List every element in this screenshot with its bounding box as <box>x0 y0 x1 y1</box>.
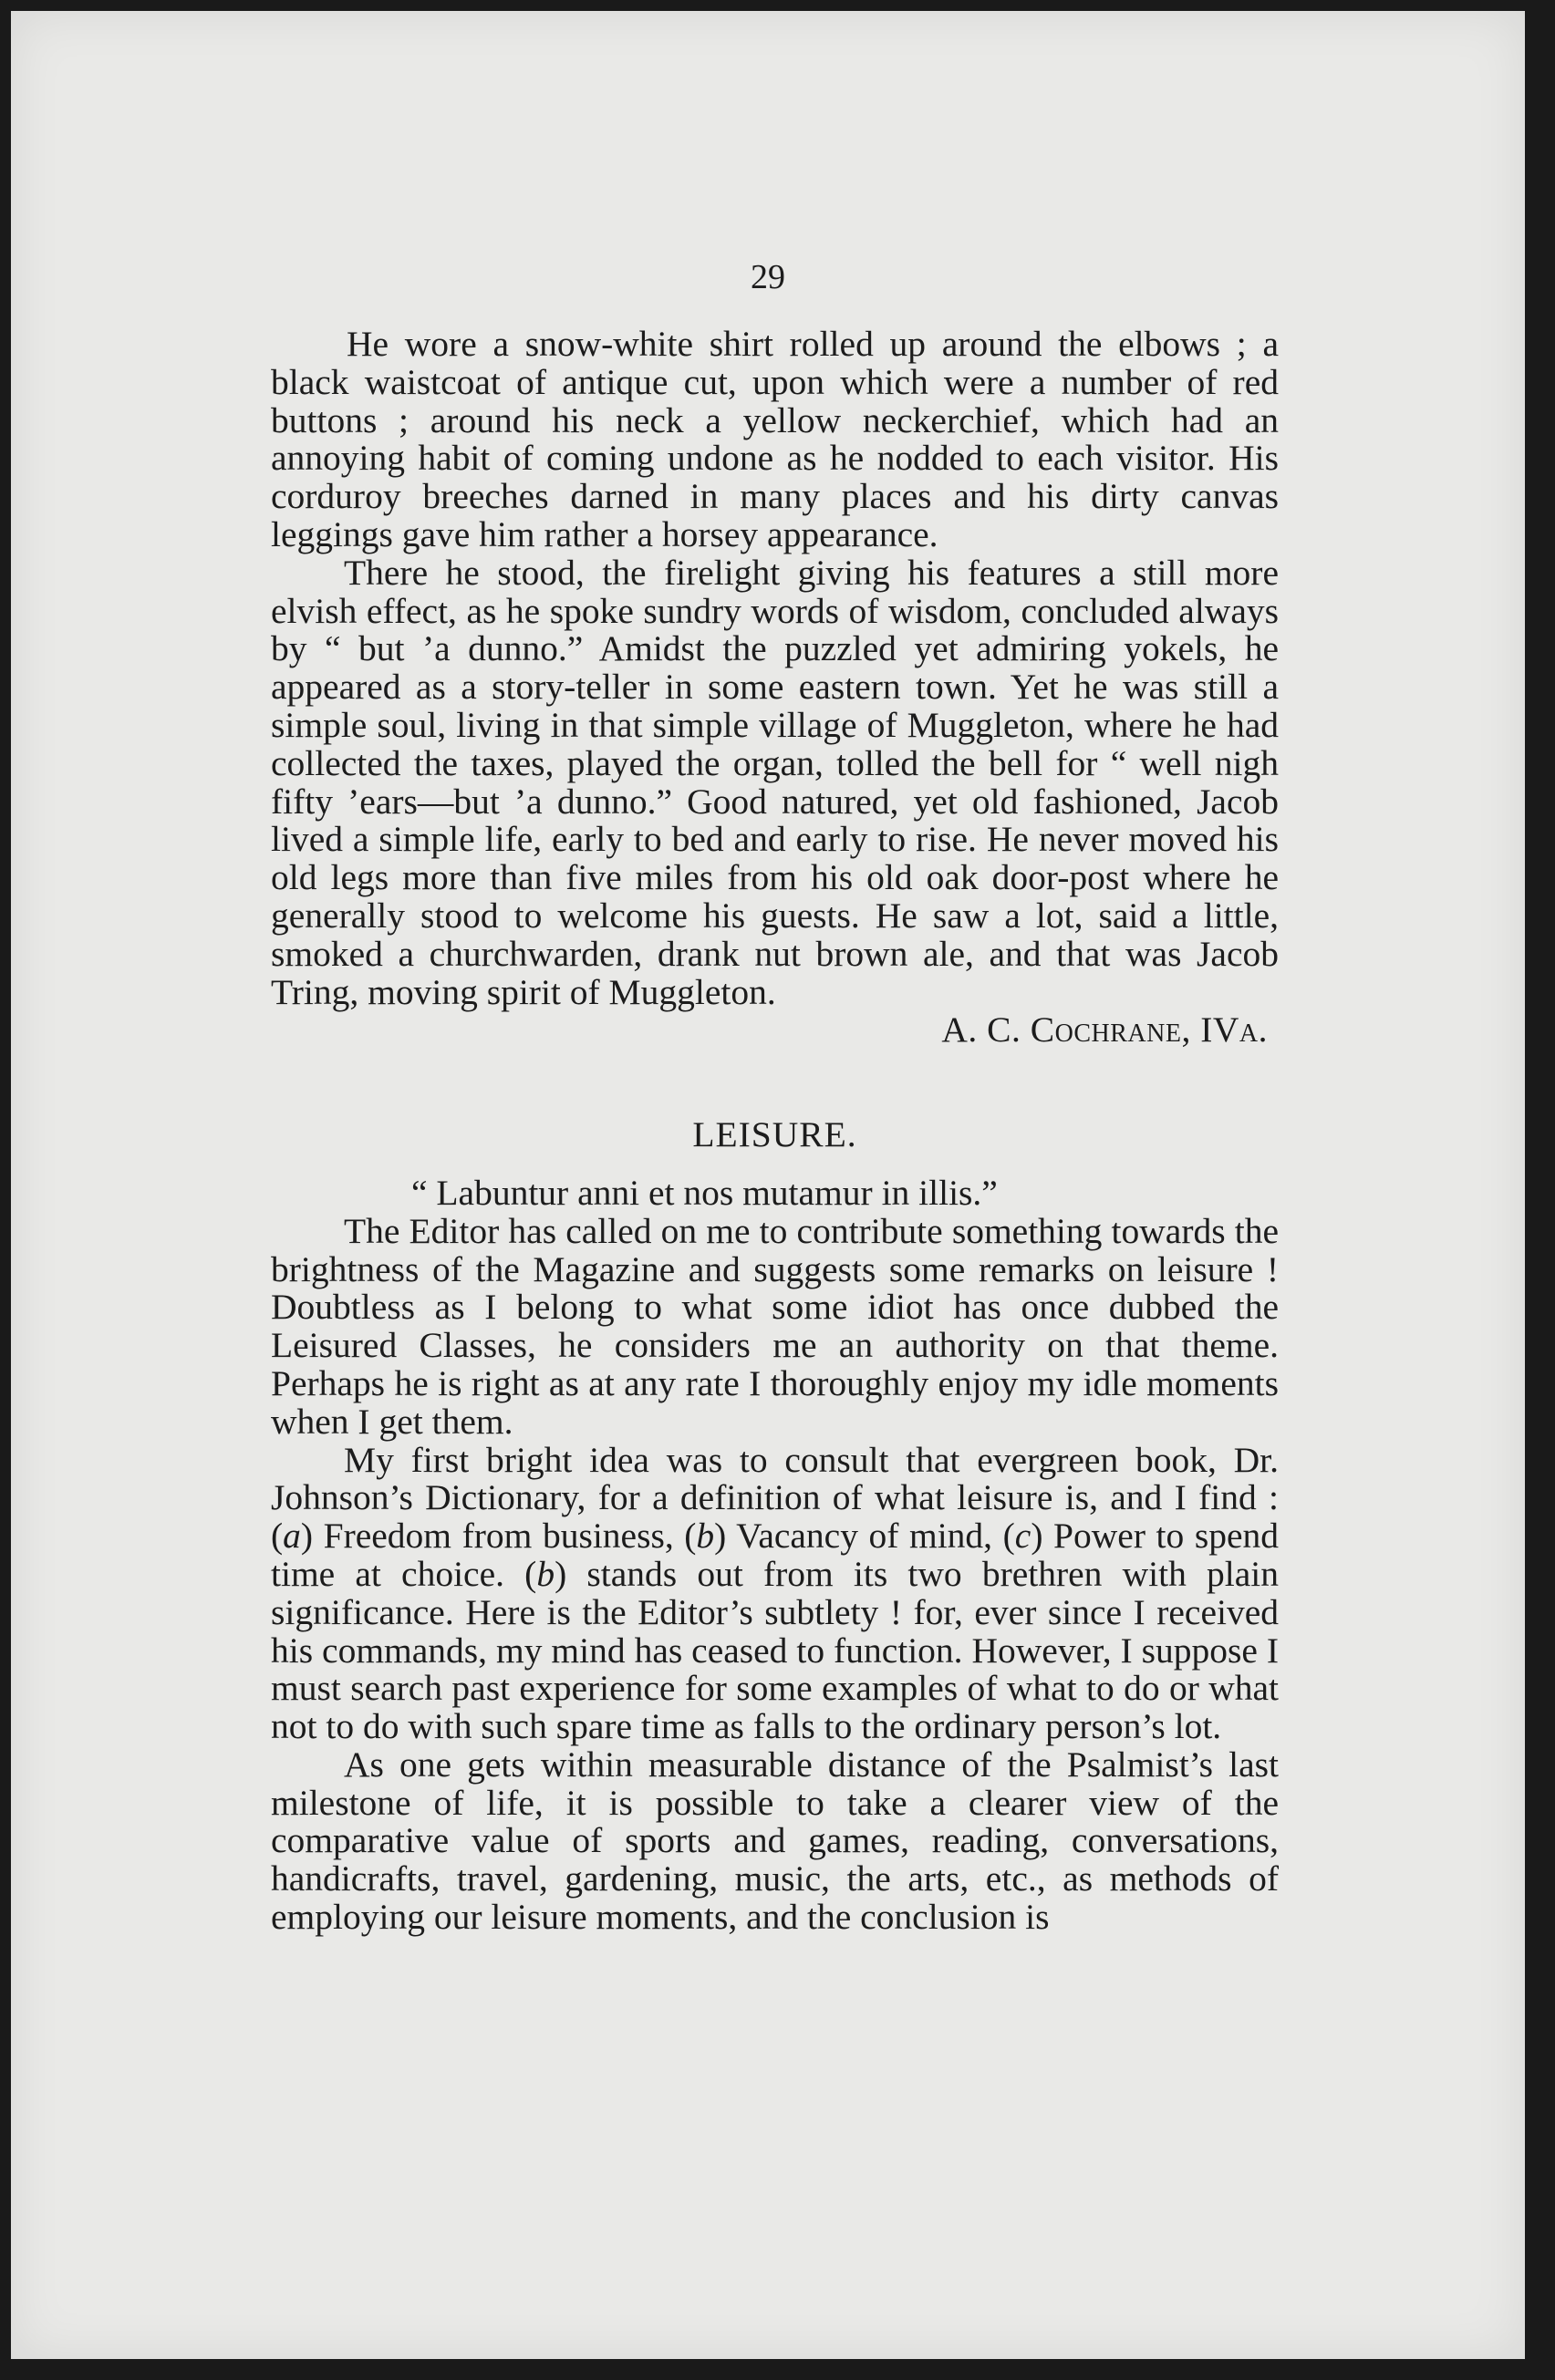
paragraph: As one gets within measurable distance of the Psalmist’s last milestone of life, it is possible to take a clearer view of the comparative value of sports and games, reading, conversations, handicrafts, travel, gardening, music, the arts, etc., as methods of employing our leisure moments, and the conclusion is <box>271 1744 1279 1938</box>
paragraph: There he stood, the firelight giving his features a still more elvish effect, as he spoke sundry words of wisdom, concluded always by “ but ’a dunno.” Amidst the puzzled yet admiring yokels, he appeared as a story-teller in some eastern town. Yet he was still a simple soul, living in that simple village of Muggleton, where he had collected the taxes, played the organ, tolled the bell for “ well nigh fifty ’ears—but ’a dunno.” Good natured, yet old fashioned, Jacob lived a simple life, early to bed and early to rise. He never moved his old legs more than five miles from his old oak door-post where he generally stood to welcome his guests. He saw a lot, said a little, smoked a churchwarden, drank nut brown ale, and that was Jacob Tring, moving spirit of Muggleton. <box>271 552 1279 1012</box>
paragraph: He wore a snow-white shirt rolled up around the elbows ; a black waistcoat of antique cut, upon which were a number of red buttons ; around his neck a yellow neckerchief, which had an annoying habit of coming undone as he nodded to each visitor. His corduroy breeches darned in many places and his dirty canvas leggings gave him rather a horsey appearance. <box>271 324 1279 554</box>
italic-letter: b <box>536 1553 555 1594</box>
signature-form: , IVa. <box>1181 1009 1268 1050</box>
section-heading: LEISURE. <box>692 1114 857 1155</box>
text-run: My first bright idea was to consult that evergreen book, Dr. Johnson’s Dictionary, for a definition of what leisure is, and I find : ( <box>271 1439 1279 1557</box>
italic-letter: b <box>696 1516 715 1557</box>
document-page <box>11 11 1525 2359</box>
author-signature <box>271 1011 1279 1050</box>
paragraph: The Editor has called on me to contribute something towards the brightness of the Magazine and suggests some remarks on leisure ! Doubtless as I belong to what some idiot has once dubbed the Leisured Classes, he considers me an authority on that theme. Perhaps he is right as at any rate I thoroughly enjoy my idle moments when I get them. <box>271 1210 1279 1442</box>
signature-prefix: A. C. <box>941 1009 1031 1050</box>
italic-letter: c <box>1014 1516 1031 1557</box>
signature-name: Cochrane <box>1030 1009 1182 1050</box>
italic-letter: a <box>283 1516 301 1557</box>
text-run: ) Power to spend time at choice. ( <box>271 1516 1279 1594</box>
page-text <box>271 326 1279 1937</box>
page-number: 29 <box>751 258 785 296</box>
text-run: ) stands out from its two brethren with plain significance. Here is the Editor’s subtlety ! for, ever since I received his commands, my mind has ceased to function. However, I suppose I must search past experience for some examples of what to do or what not to do with such spare time as falls to the ordinary person’s lot. <box>271 1553 1279 1747</box>
epigraph: “ Labuntur anni et nos mutamur in illis.” <box>411 1172 998 1213</box>
paragraph <box>271 1439 1279 1747</box>
text-run: ) Vacancy of mind, ( <box>714 1516 1015 1557</box>
text-run: ) Freedom from business, ( <box>300 1516 697 1557</box>
